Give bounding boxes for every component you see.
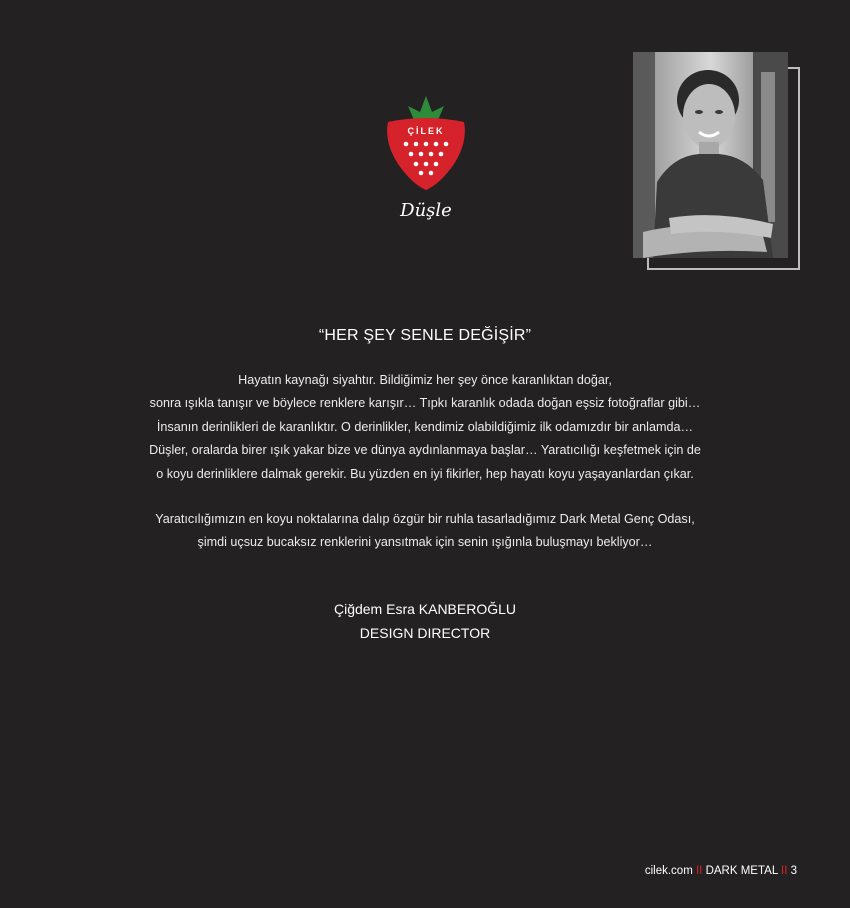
body-paragraph-1: [0, 369, 850, 486]
footer-site: cilek.com: [644, 865, 693, 877]
paragraph-line: şimdi uçsuz bucaksız renklerini yansıtmak için senin ışığınla buluşmayı bekliyor…: [197, 535, 653, 550]
page-number: 3: [790, 865, 797, 877]
footer-separator: II: [695, 865, 703, 877]
strawberry-icon: [380, 92, 472, 224]
paragraph-line: Yaratıcılığımızın en koyu noktalarına dalıp özgür bir ruhla tasarladığımız Dark Metal Genç Odası,: [155, 512, 695, 526]
paragraph-line: Düşler, oralarda birer ışık yakar bize ve dünya aydınlanmaya başlar… Yaratıcılığı keşfetmek için de: [149, 443, 701, 458]
signer-role: DESIGN DIRECTOR: [359, 625, 491, 641]
paragraph-line: Hayatın kaynağı siyahtır. Bildiğimiz her şey önce karanlıktan doğar,: [238, 373, 612, 387]
logo-brand-text: ÇİLEK: [407, 126, 445, 136]
paragraph-line: sonra ışıkla tanışır ve böylece renklere karışır… Tıpkı karanlık odada doğan eşsiz fotoğraflar gibi…: [149, 396, 701, 411]
page-footer: [645, 865, 797, 877]
paragraph-line: o koyu derinliklere dalmak gerekir. Bu yüzden en iyi fikirler, hep hayatı koyu yaşayanlardan çıkar.: [156, 466, 694, 481]
logo-tagline: Düşle: [400, 200, 452, 221]
footer-separator: II: [781, 865, 788, 877]
headline: “HER ŞEY SENLE DEĞİŞİR”: [318, 327, 532, 344]
cilek-logo: [380, 92, 472, 224]
paragraph-line: İnsanın derinlikleri de karanlıktır. O derinlikler, kendimiz olabildiğimiz ilk odamızdır bir anlamda…: [156, 419, 694, 434]
body-paragraph-2: [0, 508, 850, 555]
portrait-container: [633, 52, 803, 272]
portrait-photo: [633, 52, 788, 258]
signer-name: Çiğdem Esra KANBEROĞLU: [333, 601, 517, 617]
footer-section: DARK METAL: [705, 865, 778, 877]
